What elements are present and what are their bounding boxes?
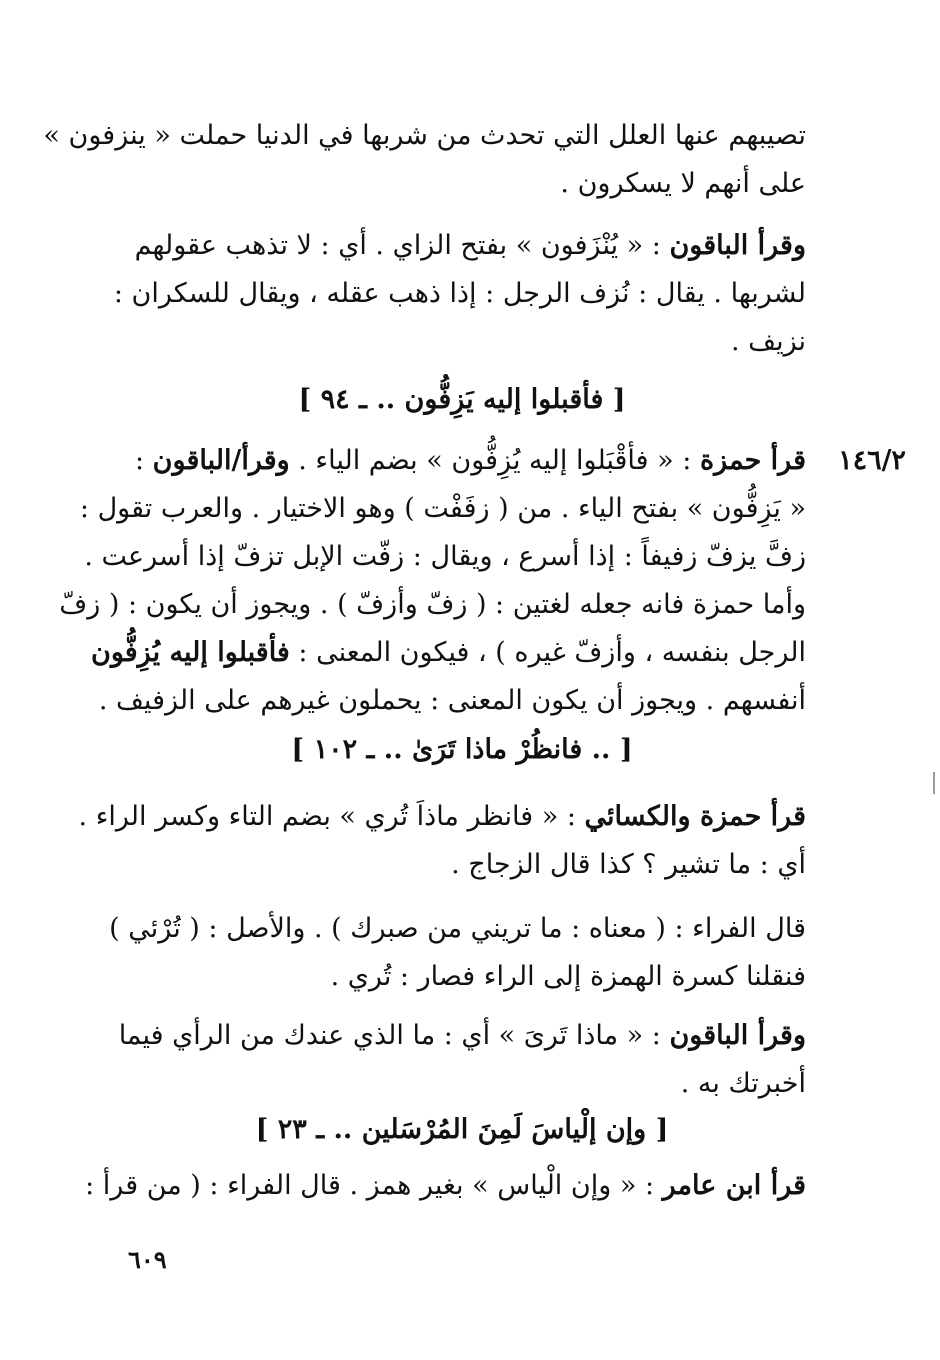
paragraph-6 [118, 1012, 806, 1108]
paragraph-2 [113, 222, 806, 366]
text-line: نزيف . [730, 326, 806, 357]
paragraph-3 [59, 437, 806, 725]
text-line: أخبرتك به . [680, 1068, 806, 1099]
text-line: أنفسهم . ويجوز أن يكون المعنى : يحملون غيرهم على الزفيف . [98, 685, 806, 716]
text-line: لشربها . يقال : نُزف الرجل : إذا ذهب عقله ، ويقال للسكران : [113, 278, 806, 309]
text-line [118, 222, 806, 270]
reader-name: وقرأ الباقون [669, 230, 806, 261]
text-line: أي : ما تشير ؟ كذا قال الزجاج . [451, 849, 806, 880]
text-line: على أنهم لا يسكرون . [560, 168, 806, 199]
text-line: تصيبهم عنها العلل التي تحدث من شربها في الدنيا حملت « ينزفون » [43, 120, 806, 151]
text-line [78, 793, 806, 841]
scan-edge-mark [933, 772, 935, 794]
text-line [118, 437, 806, 485]
paragraph-1 [43, 112, 806, 208]
text-fragment: : « فانظر ماذاَ تُري » بضم التاء وكسر الراء . [78, 801, 585, 832]
text-fragment: : « يُنْزَفون » بفتح الزاي . أي : لا تذهب عقولهم [134, 230, 670, 261]
text-line [91, 629, 806, 677]
reader-name: وقرأ الباقون [669, 1020, 806, 1051]
reader-name: وقرأ/الباقون [152, 445, 290, 476]
text-fragment: : « فأقْبَلوا إليه يُزِفُّون » بضم الياء . [289, 445, 700, 476]
text-line: زفَّ يزفّ زفيفاً : إذا أسرع ، ويقال : زفّت الإبل تزفّ إذا أسرعت . [84, 541, 806, 572]
verse-heading: [ .. فانظُرْ ماذا تَرَىٰ .. ـ ١٠٢ ] [291, 734, 633, 765]
text-line: فنقلنا كسرة الهمزة إلى الراء فصار : تُري . [330, 961, 806, 992]
margin-reference: ١٤٦/٢ [838, 445, 906, 476]
text-fragment: : [134, 445, 153, 476]
page-number: ٦٠٩ [128, 1245, 167, 1274]
text-fragment: : « ماذا تَرىَ » أي : ما الذي عندك من الرأي فيما [118, 1020, 670, 1051]
reader-name: قرأ حمزة [699, 445, 806, 476]
verse-heading: [ فأقبلوا إليه يَزِفُّون .. ـ ٩٤ ] [298, 384, 626, 415]
text-line: « يَزِفُّون » بفتح الياء . من ( زفَفْت ) وهو الاختيار . والعرب تقول : [79, 493, 806, 524]
text-line [85, 1162, 806, 1210]
paragraph-5 [109, 905, 806, 1001]
text-line: وأما حمزة فانه جعله لغتين : ( زفّ وأزفّ ) . ويجوز أن يكون : ( زفّ [59, 589, 806, 620]
paragraph-7 [85, 1162, 806, 1210]
text-fragment: : « وإن الْياس » بغير همز . قال الفراء : ( من قرأ : [85, 1170, 663, 1201]
text-line [118, 1012, 806, 1060]
reader-name: قرأ ابن عامر [662, 1170, 806, 1201]
text-fragment: الرجل بنفسه ، وأزفّ غيره ) ، فيكون المعنى : [289, 637, 806, 668]
verse-quote: فأقبلوا إليه يُزِفُّون [91, 637, 290, 668]
reader-name: قرأ حمزة والكسائي [584, 801, 806, 832]
verse-heading: [ وإن إلْياسَ لَمِنَ المُرْسَلين .. ـ ٢٣ ] [255, 1114, 669, 1145]
paragraph-4 [78, 793, 806, 889]
text-line: قال الفراء : ( معناه : ما تريني من صبرك ) . والأصل : ( تُرْئي ) [109, 913, 806, 944]
